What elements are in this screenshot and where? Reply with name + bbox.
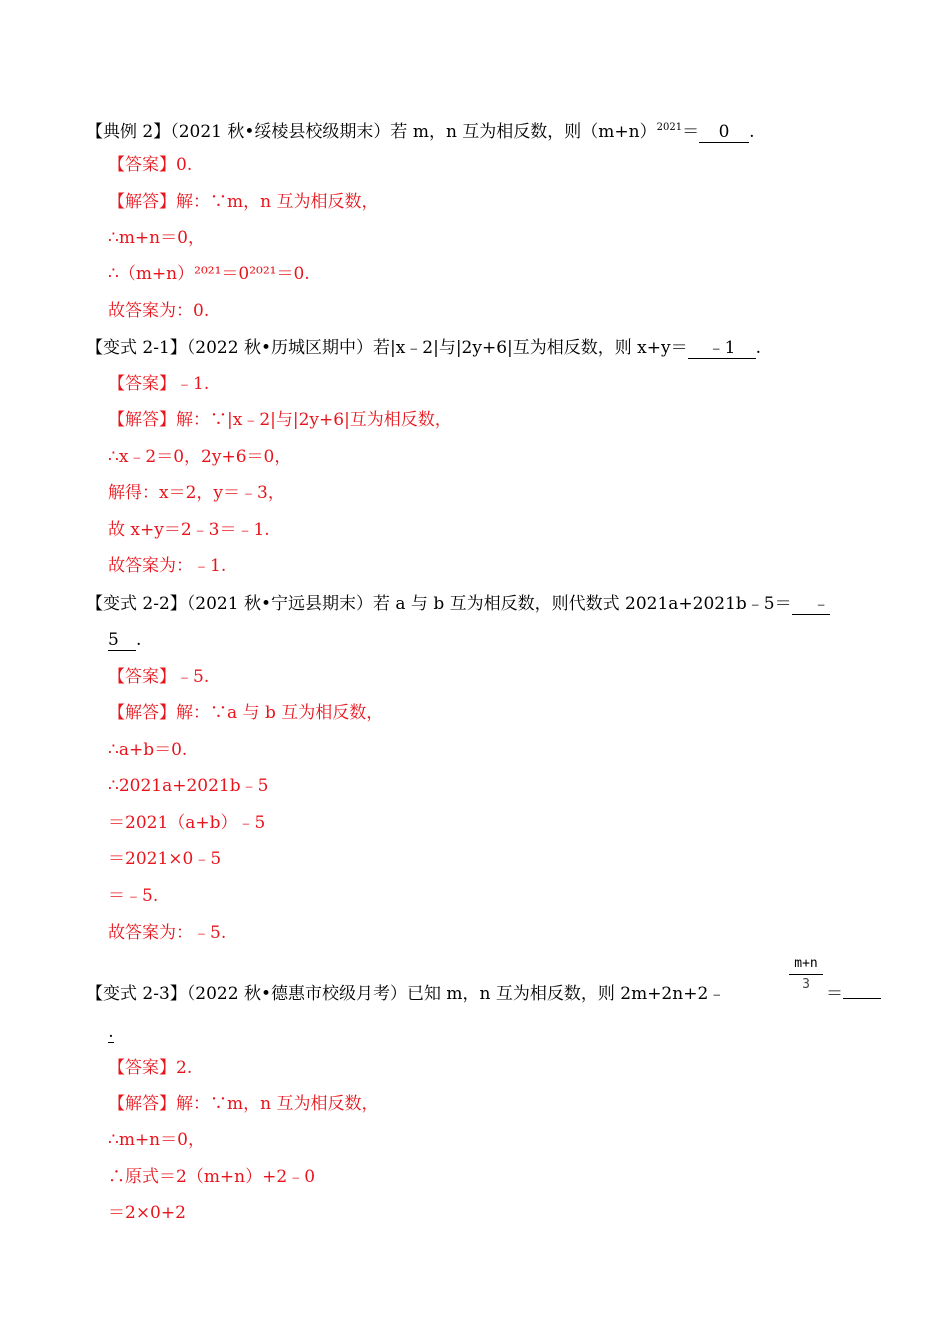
variant-2-3-question-tail: [826, 982, 881, 1006]
solution-line: 故答案为：﹣5.: [108, 923, 227, 943]
solution-line: 【解答】解：∵m，n 互为相反数，: [108, 1094, 379, 1114]
solution-line: 解得：x＝2，y＝﹣3，: [108, 483, 285, 503]
solution-line: 故答案为：﹣1.: [108, 556, 227, 576]
solution-line: ∴原式＝2（m+n）+2﹣0: [108, 1167, 316, 1187]
fraction-bar: [789, 974, 823, 975]
solution-line: 故答案为：0.: [108, 301, 210, 321]
variant-2-3-question: [86, 982, 725, 1006]
answer-blank: [843, 998, 881, 999]
question-text: 【变式 2-1】（2022 秋•历城区期中）若|x﹣2|与|2y+6|互为相反数，则 x+y＝: [86, 338, 688, 358]
solution-line: 【解答】解：∵m，n 互为相反数，: [108, 192, 379, 212]
answer-blank: ﹣1: [688, 338, 756, 359]
variant-2-1-question: [86, 336, 761, 360]
solution-line: ∴a+b＝0.: [108, 740, 188, 760]
solution-line: ∴2021a+2021b﹣5: [108, 776, 269, 796]
variant-2-2-question: [86, 592, 830, 616]
solution-line: 【解答】解：∵a 与 b 互为相反数，: [108, 703, 384, 723]
fraction: [786, 956, 826, 993]
variant-2-2-answer: 【答案】﹣5.: [108, 667, 210, 687]
equals-sign: ＝: [826, 984, 843, 1004]
question-end: .: [755, 338, 762, 358]
solution-line: ∴x﹣2＝0，2y+6＝0，: [108, 447, 292, 467]
solution-line: 【解答】解：∵|x﹣2|与|2y+6|互为相反数，: [108, 410, 452, 430]
example-2-answer: 【答案】0.: [108, 155, 193, 175]
example-2-question: [86, 116, 754, 144]
variant-2-3-answer: 【答案】2.: [108, 1058, 193, 1078]
exponent: 2021: [656, 122, 683, 133]
solution-line: ∴（m+n）²⁰²¹＝0²⁰²¹＝0.: [108, 264, 310, 284]
solution-line: ＝2×0+2: [108, 1203, 186, 1223]
fraction-denominator: 3: [802, 977, 810, 992]
answer-blank: ﹣: [792, 594, 830, 615]
solution-line: ＝2021×0﹣5: [108, 849, 222, 869]
question-text: 【变式 2-2】（2021 秋•宁远县期末）若 a 与 b 互为相反数，则代数式 2021a+2021b﹣5＝: [86, 594, 792, 614]
equals-sign: ＝: [682, 122, 700, 142]
solution-line: ∴m+n＝0，: [108, 228, 205, 248]
variant-2-3-question-wrap: [108, 1020, 114, 1044]
question-end: .: [136, 630, 142, 650]
solution-line: ＝﹣5.: [108, 886, 159, 906]
question-end: .: [749, 122, 755, 142]
fraction-numerator: m+n: [794, 956, 818, 971]
answer-blank-continued: 5: [108, 630, 136, 651]
question-text: 【典例 2】（2021 秋•绥棱县校级期末）若 m，n 互为相反数，则（m+n）: [86, 122, 657, 142]
solution-line: ∴m+n＝0，: [108, 1130, 205, 1150]
question-end: .: [108, 1022, 114, 1042]
answer-blank: 0: [699, 122, 749, 143]
variant-2-2-question-wrap: [108, 628, 141, 652]
variant-2-1-answer: 【答案】﹣1.: [108, 374, 210, 394]
solution-line: ＝2021（a+b）﹣5: [108, 813, 266, 833]
question-text: 【变式 2-3】（2022 秋•德惠市校级月考）已知 m，n 互为相反数，则 2m+2n+2﹣: [86, 984, 726, 1004]
solution-line: 故 x+y＝2﹣3＝﹣1.: [108, 520, 270, 540]
